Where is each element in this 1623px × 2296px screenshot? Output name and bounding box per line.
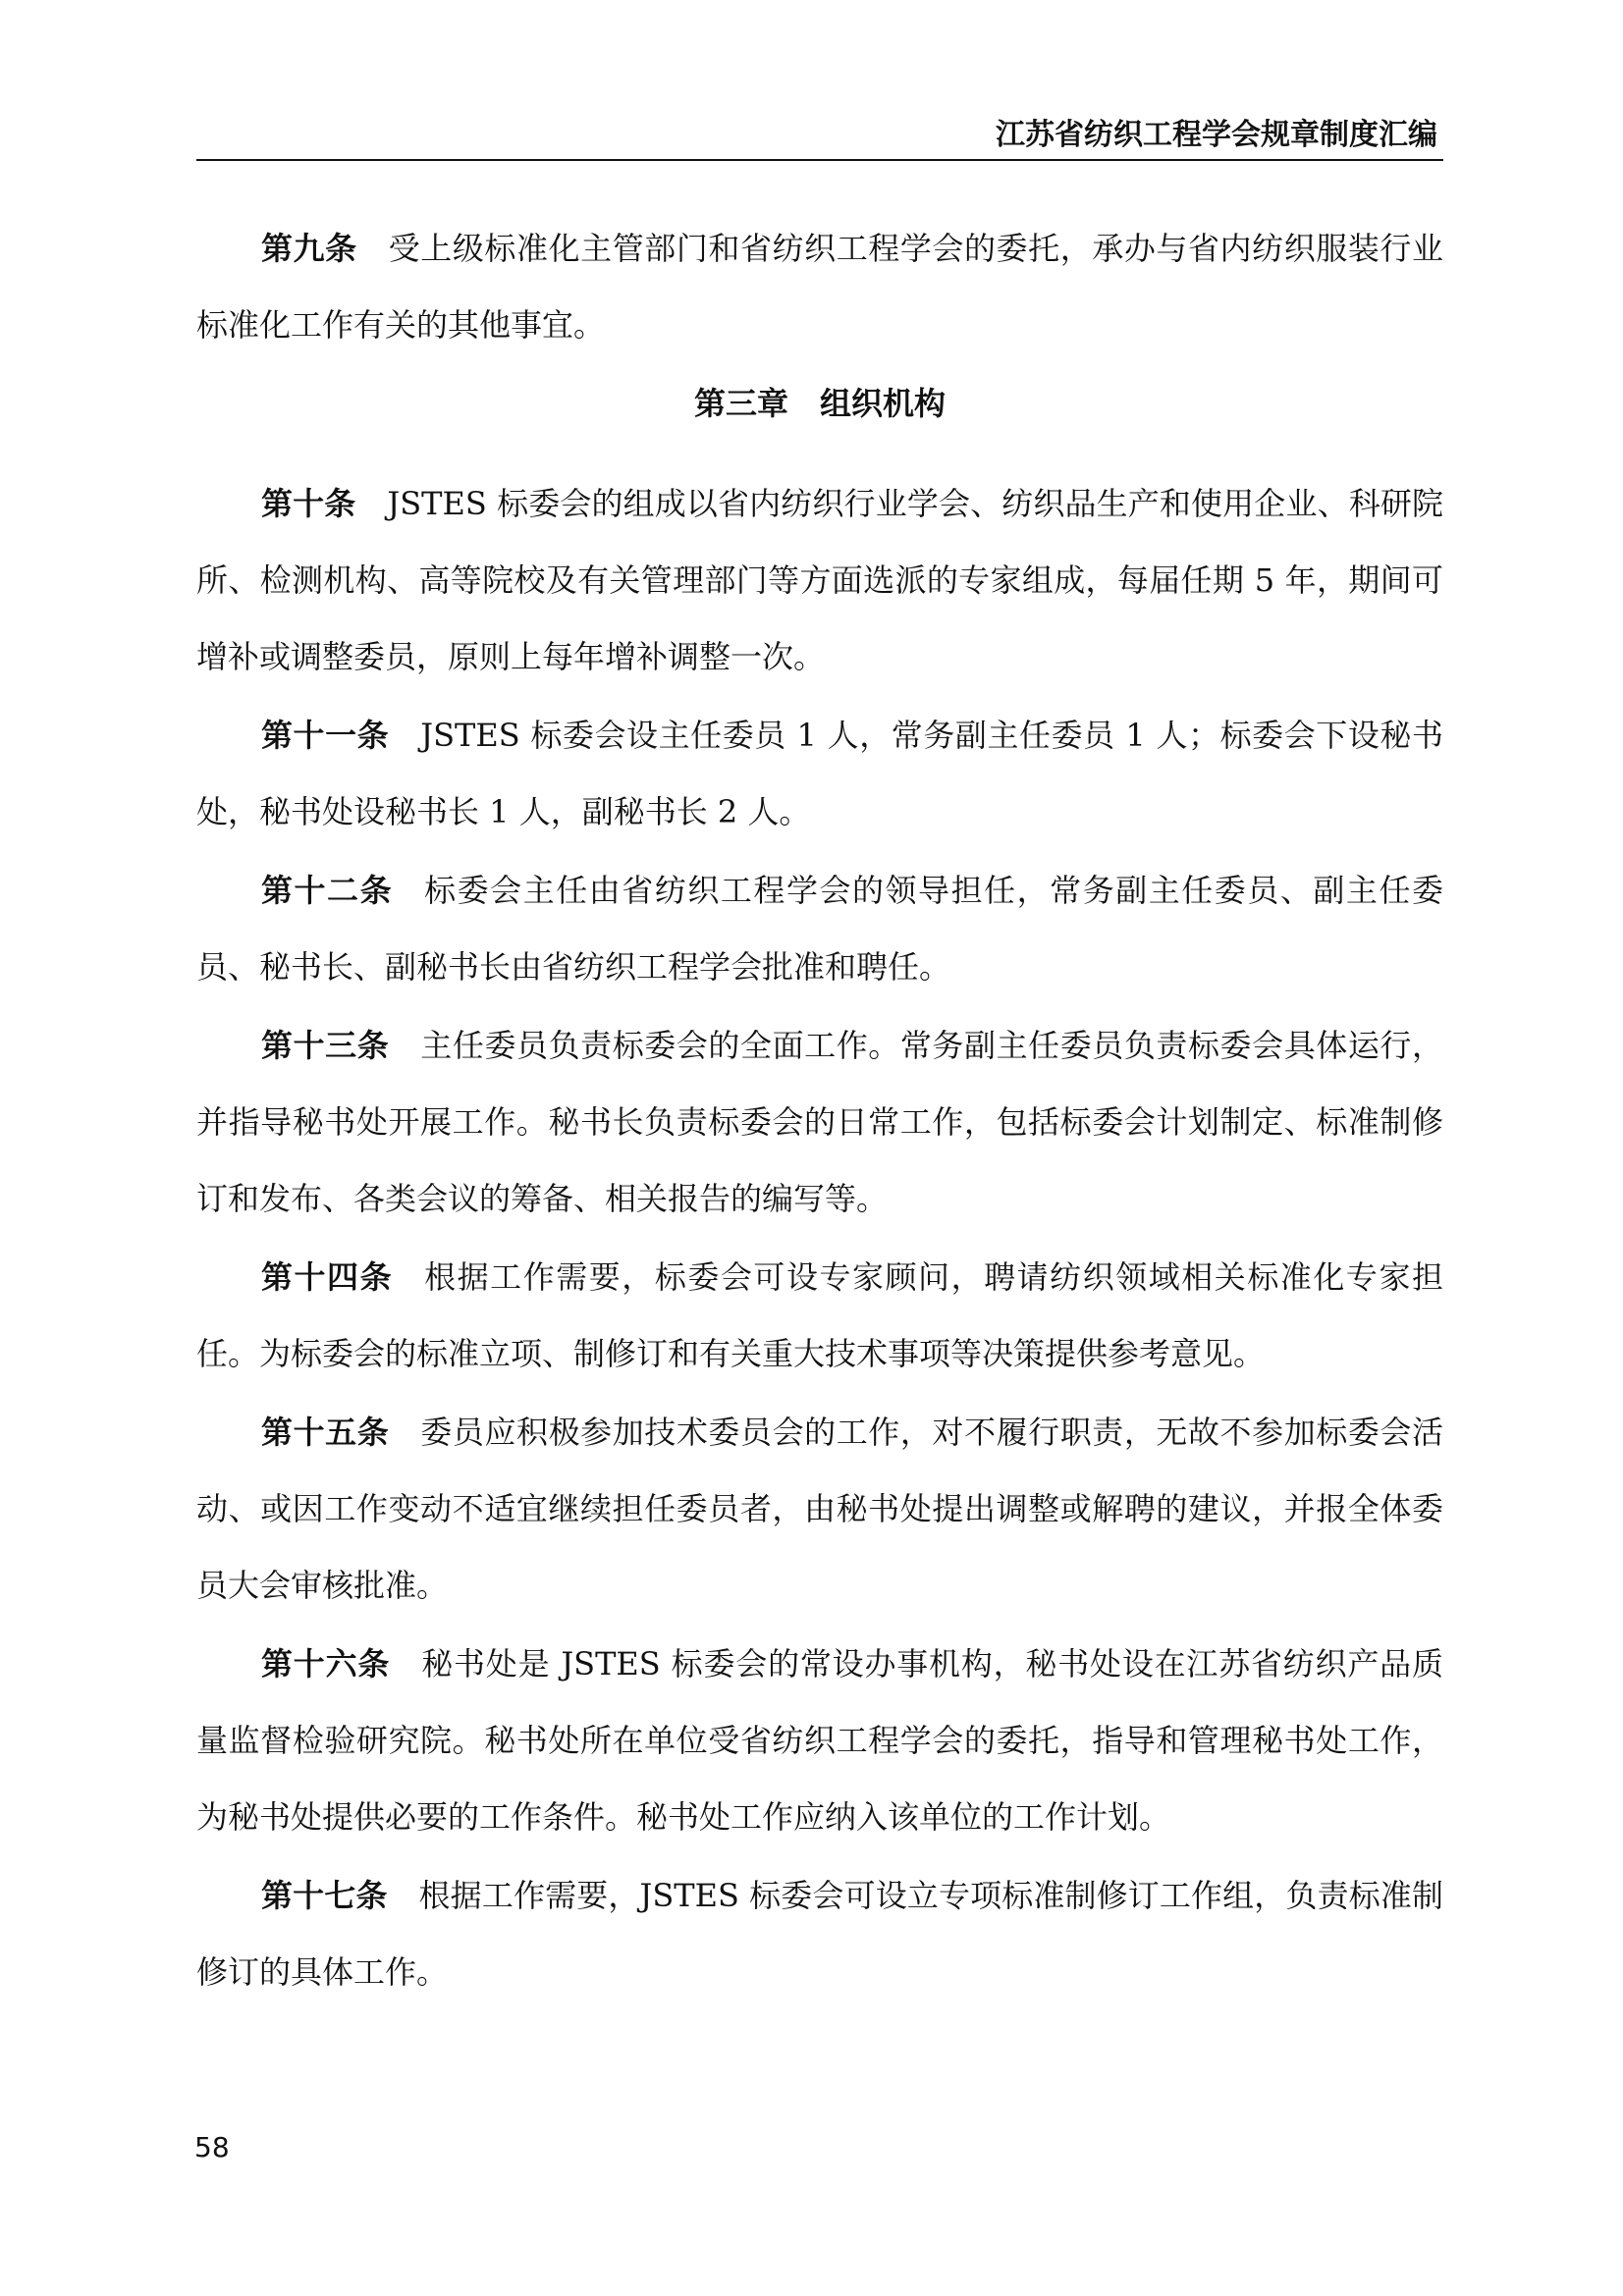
- article-text: 受上级标准化主管部门和省纺织工程学会的委托，承办与省内纺织服装行业标准化工作有关的其他事宜。: [196, 230, 1443, 344]
- article-14: [196, 1239, 1443, 1392]
- article-label: 第十五条: [261, 1414, 390, 1451]
- article-label: 第十条: [261, 485, 356, 522]
- article-label: 第十七条: [261, 1877, 388, 1914]
- article-label: 第十六条: [261, 1645, 391, 1682]
- article-13: [196, 1007, 1443, 1237]
- article-label: 第十二条: [261, 872, 394, 909]
- article-text: 秘书处是 JSTES 标委会的常设办事机构，秘书处设在江苏省纺织产品质量监督检验研究院。秘书处所在单位受省纺织工程学会的委托，指导和管理秘书处工作，为秘书处提供必要的工作条件。秘书处工作应纳入该单位的工作计划。: [196, 1645, 1443, 1836]
- running-header: [196, 116, 1443, 161]
- article-label: 第九条: [261, 230, 357, 267]
- article-12: [196, 852, 1443, 1005]
- article-label: 第十一条: [261, 717, 390, 754]
- article-11: [196, 697, 1443, 850]
- article-label: 第十四条: [261, 1258, 394, 1296]
- article-10: [196, 465, 1443, 695]
- article-text: 根据工作需要，标委会可设专家顾问，聘请纺织领域相关标准化专家担任。为标委会的标准立项、制修订和有关重大技术事项等决策提供参考意见。: [196, 1258, 1443, 1372]
- article-text: JSTES 标委会的组成以省内纺织行业学会、纺织品生产和使用企业、科研院所、检测机构、高等院校及有关管理部门等方面选派的专家组成，每届任期 5 年，期间可增补或调整委员，原则上每年增补调整一次。: [196, 485, 1443, 675]
- chapter-heading: 第三章 组织机构: [693, 385, 946, 422]
- article-text: 根据工作需要，JSTES 标委会可设立专项标准制修订工作组，负责标准制修订的具体工作。: [196, 1877, 1443, 1991]
- article-9: [196, 210, 1443, 363]
- article-text: 委员应积极参加技术委员会的工作，对不履行职责，无故不参加标委会活动、或因工作变动不适宜继续担任委员者，由秘书处提出调整或解聘的建议，并报全体委员大会审核批准。: [196, 1414, 1443, 1604]
- article-17: [196, 1857, 1443, 2010]
- article-16: [196, 1626, 1443, 1855]
- article-15: [196, 1394, 1443, 1624]
- article-label: 第十三条: [261, 1027, 390, 1064]
- article-text: 标委会主任由省纺织工程学会的领导担任，常务副主任委员、副主任委员、秘书长、副秘书长由省纺织工程学会批准和聘任。: [196, 872, 1443, 986]
- article-text: 主任委员负责标委会的全面工作。常务副主任委员负责标委会具体运行，并指导秘书处开展工作。秘书长负责标委会的日常工作，包括标委会计划制定、标准制修订和发布、各类会议的筹备、相关报告的编写等。: [196, 1027, 1443, 1217]
- article-text: JSTES 标委会设主任委员 1 人，常务副主任委员 1 人；标委会下设秘书处，秘书处设秘书长 1 人，副秘书长 2 人。: [196, 717, 1443, 830]
- document-body: [196, 210, 1443, 2012]
- page-number: 58: [194, 2131, 230, 2163]
- running-header-title: 江苏省纺织工程学会规章制度汇编: [996, 118, 1437, 152]
